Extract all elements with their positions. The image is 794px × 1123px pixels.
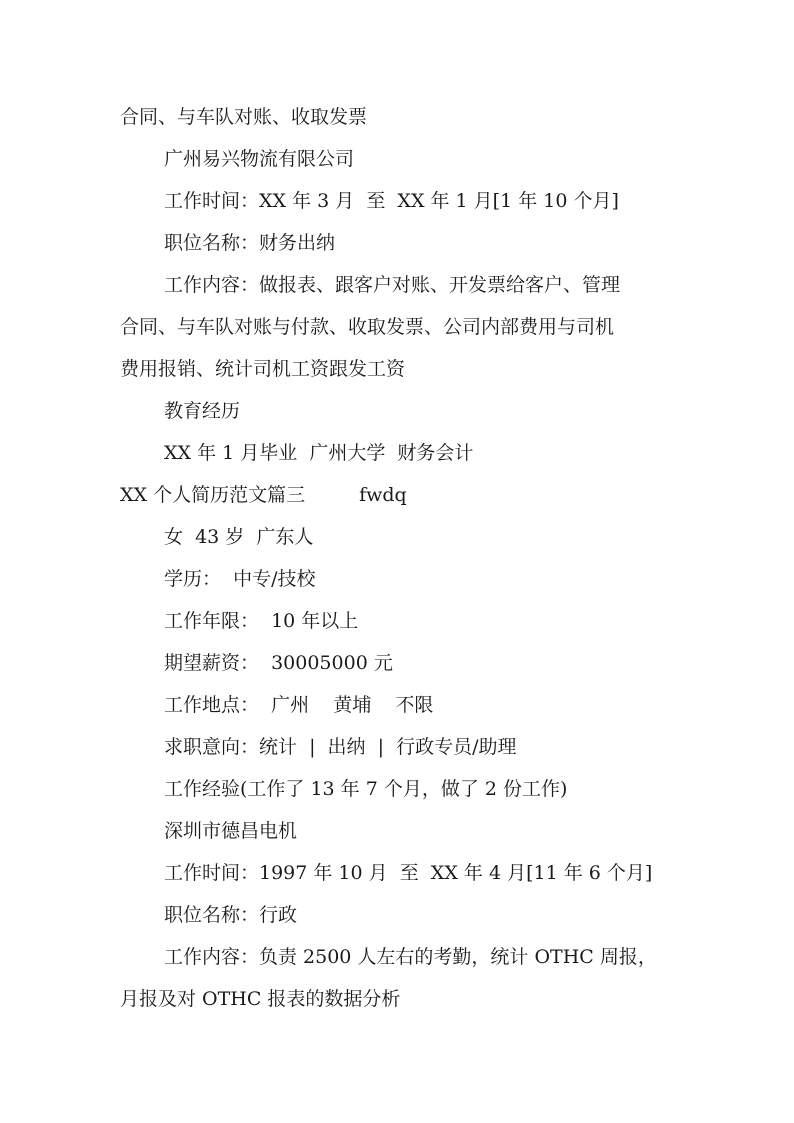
watermark-text: fwdq — [359, 484, 407, 506]
text-line: 工作时间：1997 年 10 月 至 XX 年 4 月[11 年 6 个月] — [164, 862, 653, 884]
text-line: XX 年 1 月毕业 广州大学 财务会计 — [164, 442, 474, 464]
text-line: 职位名称：行政 — [164, 904, 298, 926]
text-line: 工作内容：做报表、跟客户对账、开发票给客户、管理 — [164, 274, 621, 296]
text-line: 合同、与车队对账与付款、收取发票、公司内部费用与司机 — [120, 316, 615, 338]
text-line: 费用报销、统计司机工资跟发工资 — [120, 358, 406, 380]
company-name: 深圳市德昌电机 — [164, 820, 298, 842]
article-title: XX 个人简历范文篇三 — [120, 484, 306, 506]
text-line: 学历： 中专/技校 — [164, 568, 316, 590]
article-title-line — [120, 483, 407, 507]
text-line: 工作年限： 10 年以上 — [164, 610, 359, 632]
text-line: 女 43 岁 广东人 — [164, 526, 314, 548]
text-line: 求职意向：统计 | 出纳 | 行政专员/助理 — [164, 736, 517, 758]
text-line: 工作经验(工作了 13 年 7 个月，做了 2 份工作) — [164, 778, 568, 800]
section-heading: 教育经历 — [164, 400, 241, 422]
text-line: 合同、与车队对账、收取发票 — [120, 106, 368, 128]
text-line: 工作内容：负责 2500 人左右的考勤，统计 OTHC 周报， — [164, 946, 657, 968]
company-name: 广州易兴物流有限公司 — [164, 148, 355, 170]
text-line: 月报及对 OTHC 报表的数据分析 — [120, 988, 401, 1010]
text-line: 职位名称：财务出纳 — [164, 232, 336, 254]
text-line: 工作地点： 广州 黄埔 不限 — [164, 694, 434, 716]
text-line: 期望薪资： 30005000 元 — [164, 652, 393, 674]
text-line: 工作时间：XX 年 3 月 至 XX 年 1 月[1 年 10 个月] — [164, 190, 619, 212]
